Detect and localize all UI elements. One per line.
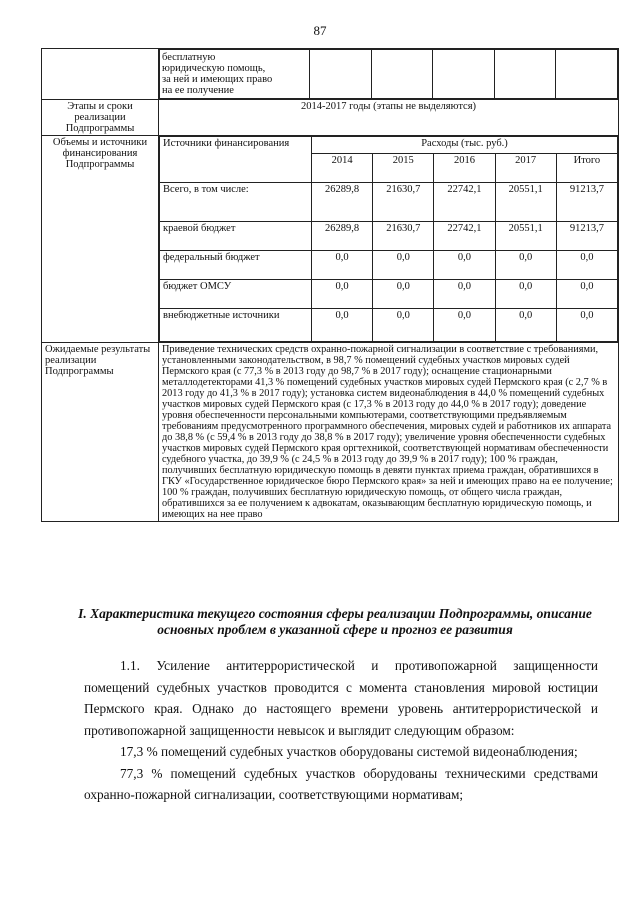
source-header: Источники финансирования [160,137,312,183]
year-header: 2016 [434,154,495,183]
stages-label: Этапы и сроки реализации Подпрограммы [42,100,159,136]
paragraph: 17,3 % помещений судебных участков оборудованы системой видеонаблюдения; [120,744,578,759]
funding-row: бюджет ОМСУ 0,0 0,0 0,0 0,0 0,0 [160,280,618,309]
stages-value: 2014-2017 годы (этапы не выделяются) [159,100,619,136]
page-number: 87 [313,23,327,38]
table-row [42,136,619,343]
section-heading: I. Характеристика текущего состояния сферы реализации Подпрограммы, описание основных проблем в указанной сфере и прогноз ее развития [78,606,592,637]
year-header: 2014 [312,154,373,183]
expenses-header: Расходы (тыс. руб.) [312,137,618,154]
subprogram-passport-table [41,48,619,522]
year-header: 2015 [373,154,434,183]
funding-row: краевой бюджет 26289,8 21630,7 22742,1 20551,1 91213,7 [160,222,618,251]
funding-label: Объемы и источники финансирования Подпрограммы [42,136,159,343]
funding-table [159,136,618,342]
table-row [42,343,619,522]
body-text [84,655,598,806]
paragraph: 77,3 % помещений судебных участков оборудованы техническими средствами охранно-пожарной сигнализации, соответствующими нормативам; [84,765,598,802]
table-row [42,100,619,136]
results-label: Ожидаемые результаты реализации Подпрограммы [42,343,159,522]
year-header: 2017 [495,154,556,183]
results-text: Приведение технических средств охранно-пожарной сигнализации в соответствие с требованиями, установленными законодательством, в 98,7 % помещений судебных участков мировых судей Пермского края (с 77,3 % в 2013 году до 98,7 % в 2017 году); оснащение стационарными металлодетекторами 41,3 % помещений судебных участков мировых судей Пермского края (с 2,7 % в 2013 году до 41,3 % в 2017 году); установка систем видеонаблюдения в 44,0 % помещений судебных участков мировых судей Пермского края (с 17,3 % в 2013 году до 44,0 % в 2017 году); доведение уровня обеспеченности персональными компьютерами, соответствующими предъявляемым требованиям предусмотренного программного обеспечения, мировых судей и работников их аппарата до 38,8 % (с 59,4 % в 2013 году до 38,8 % в 2017 году); увеличение уровня обеспеченности судебных участков мировых судей Пермского края оргтехникой, соответствующей нормативам обеспеченности судебного участка, до 39,9 % (с 24,5 % в 2013 году до 39,9 % в 2017 году); 100 % граждан, получивших бесплатную юридическую помощь в девяти пунктах приема граждан, обратившихся в ГКУ «Государственное юридическое бюро Пермского края» за ней и имеющих право на ее получение; 100 % граждан, получивших бесплатную юридическую помощь, от общего числа граждан, обратившихся за ее получением к адвокатам, оказывающим бесплатную юридическую помощь, и имеющих на нее право [159,343,619,522]
paragraph: 1.1. Усиление антитеррористической и противопожарной защищенности помещений судебных участков проводится с момента становления мировой юстиции Пермского края. Однако до настоящего времени уровень антитеррористической и противопожарной защищенности невысок и выглядит следующим образом: [84,658,598,738]
funding-row: Всего, в том числе: 26289,8 21630,7 22742,1 20551,1 91213,7 [160,183,618,222]
funding-row: внебюджетные источники 0,0 0,0 0,0 0,0 0,0 [160,309,618,342]
total-header: Итого [556,154,617,183]
funding-row: федеральный бюджет 0,0 0,0 0,0 0,0 0,0 [160,251,618,280]
top-row-text: бесплатную юридическую помощь, за ней и имеющих право на ее получение [160,50,310,99]
table-row [42,49,619,100]
